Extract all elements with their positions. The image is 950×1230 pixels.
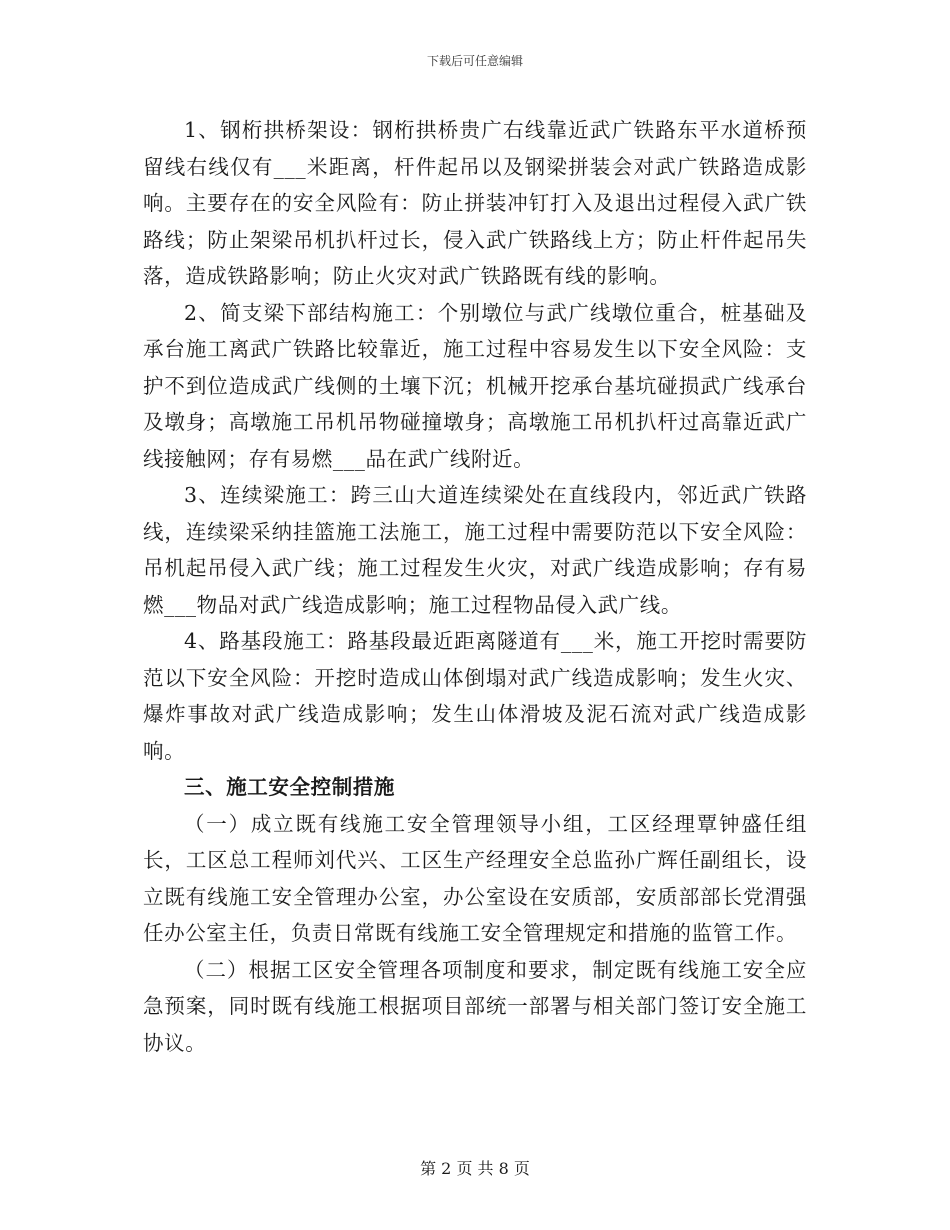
document-body (143, 112, 807, 1061)
page-header: 下载后可任意编辑 (426, 54, 523, 68)
paragraph-subgrade: 4、路基段施工：路基段最近距离隧道有___米，施工开挖时需要防范以下安全风险：开挖时造成山体倒塌对武广线造成影响；发生火灾、爆炸事故对武广线造成影响；发生山体滑坡及泥石流对武广线造成影响。 (143, 629, 807, 763)
paragraph-steel-truss-arch: 1、钢桁拱桥架设：钢桁拱桥贵广右线靠近武广铁路东平水道桥预留线右线仅有___米距离，杆件起吊以及钢梁拼装会对武广铁路造成影响。主要存在的安全风险有：防止拼装冲钉打入及退出过程侵入武广铁路线；防止架梁吊机扒杆过长，侵入武广铁路线上方；防止杆件起吊失落，造成铁路影响；防止火灾对武广铁路既有线的影响。 (143, 118, 807, 288)
section-heading: 三、施工安全控制措施 (184, 775, 395, 799)
paragraph-simply-supported-beam: 2、简支梁下部结构施工：个别墩位与武广线墩位重合，桩基础及承台施工离武广铁路比较靠近，施工过程中容易发生以下安全风险：支护不到位造成武广线侧的土壤下沉；机械开挖承台基坑碰损武广线承台及墩身；高墩施工吊机吊物碰撞墩身；高墩施工吊机扒杆过高靠近武广线接触网；存有易燃___品在武广线附近。 (143, 300, 807, 471)
page-footer: 第 2 页 共 8 页 (420, 1159, 530, 1178)
paragraph-measure-1: （一）成立既有线施工安全管理领导小组，工区经理覃钟盛任组长，工区总工程师刘代兴、工区生产经理安全总监孙广辉任副组长，设立既有线施工安全管理办公室，办公室设在安质部，安质部部长党渭强任办公室主任，负责日常既有线施工安全管理规定和措施的监管工作。 (143, 811, 807, 945)
paragraph-measure-2: （二）根据工区安全管理各项制度和要求，制定既有线施工安全应急预案，同时既有线施工根据项目部统一部署与相关部门签订安全施工协议。 (143, 957, 807, 1055)
paragraph-continuous-beam: 3、连续梁施工：跨三山大道连续梁处在直线段内，邻近武广铁路线，连续梁采纳挂篮施工法施工，施工过程中需要防范以下安全风险：吊机起吊侵入武广线；施工过程发生火灾，对武广线造成影响；存有易燃___物品对武广线造成影响；施工过程物品侵入武广线。 (143, 483, 807, 617)
